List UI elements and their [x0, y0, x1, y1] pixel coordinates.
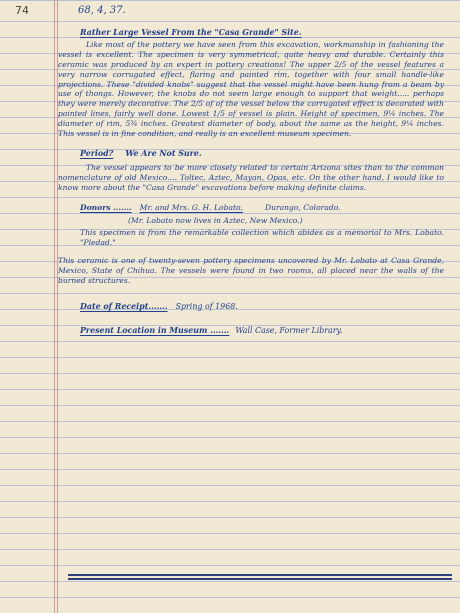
receipt-row: [80, 302, 444, 312]
entry-content: [58, 22, 444, 340]
closing-rule: [68, 578, 452, 580]
location-label: Present Location in Museum .......: [80, 325, 230, 335]
donors-row: [80, 203, 444, 213]
location-value: Wall Case, Former Library.: [235, 325, 343, 335]
entry-date: 68, 4, 37.: [78, 5, 126, 16]
period-row: [80, 149, 444, 159]
origin-paragraph: This ceramic is one of twenty-seven pottery specimens uncovered by Mr. Lobato at Casa Grande, Mexico, State of Chihua. The vessels were found in two rooms, all placed near the walls of the burned structures.: [58, 256, 444, 286]
margin-line: [54, 0, 55, 613]
receipt-label: Date of Receipt.......: [80, 301, 168, 311]
period-value: We Are Not Sure.: [125, 148, 202, 158]
description-paragraph: Like most of the pottery we have seen from this excavation, workmanship in fashioning the vessel is excellent. The specimen is very symmetrical, quite heavy and durable. Certainly this ceramic was produced by an expert in pottery creations! The upper 2/5 of the vessel features a very narrow corrugated effect, flaring and painted rim, together with four small handle-like projections. These "divided knobs" suggest that the vessel might have been hung from a beam by use of thongs. However, the knobs do not seem large enough to support that weight..... perhaps they were merely decorative. The 2/5 of of the vessel below the corrugated effect is decorated with painted lines, fairly well done. Lowest 1/5 of vessel is plain. Height of specimen, 9¼ inches. The diameter of rim, 5¾ inches. Greatest diameter of body, about the same as the height, 9¼ inches. This vessel is in fine condition, and really is an excellent museum specimen.: [58, 39, 444, 139]
period-paragraph: The vessel appears to be more closely related to certain Arizona sites than to the common nomenclature of old Mexico.... Toltec, Aztec, Mayan, Opas, etc. On the other hand, I would like to know more about the "Casa Grande" excavations before making definite claims.: [58, 162, 444, 192]
collection-paragraph: This specimen is from the remarkable collection which abides as a memorial to Mrs. Lobato. "Pledad.": [80, 228, 444, 248]
closing-rule: [68, 574, 452, 576]
donors-note: (Mr. Lobato now lives in Aztec, New Mexico.): [128, 215, 303, 225]
period-label: Period?: [80, 148, 114, 158]
donors-place: Durango, Colorado.: [265, 202, 341, 212]
receipt-value: Spring of 1968.: [175, 301, 238, 311]
donors-label: Donors .......: [80, 202, 132, 212]
location-row: [80, 326, 444, 336]
entry-title: Rather Large Vessel From the "Casa Grande" Site.: [80, 28, 302, 37]
donors-name: Mr. and Mrs. G. H. Lobato,: [139, 202, 244, 212]
page-number: 74: [15, 4, 29, 17]
